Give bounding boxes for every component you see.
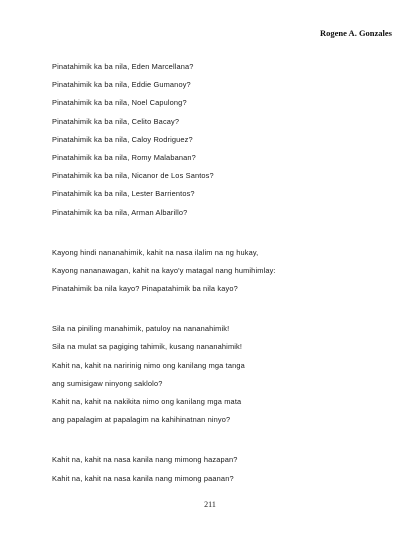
stanza-break bbox=[52, 222, 382, 244]
poem-line: Sila na piniling manahimik, patuloy na nananahimik! bbox=[52, 324, 230, 334]
poem-line: Pinatahimik ka ba nila, Eden Marcellana? bbox=[52, 62, 194, 71]
poem-line: Pinatahimik ka ba nila, Nicanor de Los Santos? bbox=[52, 171, 214, 181]
poem-line: ang sumisigaw ninyong saklolo? bbox=[52, 378, 163, 388]
stanza-2 bbox=[52, 244, 382, 299]
poem-line: Kahit na, kahit na nakikita nimo ong kanilang mga mata bbox=[52, 397, 242, 406]
poem-line: Pinatahimik ka ba nila, Caloy Rodriguez? bbox=[52, 134, 193, 144]
poem-line: Kayong hindi nananahimik, kahit na nasa ilalim na ng hukay, bbox=[52, 247, 259, 257]
stanza-3 bbox=[52, 320, 382, 429]
poem-line: Pinatahimik ka ba nila, Arman Albarillo? bbox=[52, 207, 188, 217]
running-header-author: Rogene A. Gonzales bbox=[319, 28, 392, 38]
stanza-break bbox=[52, 429, 382, 451]
poem-line: Pinatahimik ka ba nila, Noel Capulong? bbox=[52, 98, 187, 108]
page-number: 211 bbox=[204, 500, 216, 509]
poem-line: Kahit na, kahit na nasa kanila nang mimong hazapan? bbox=[52, 455, 238, 465]
stanza-break bbox=[52, 298, 382, 320]
poem-line: Kayong nananawagan, kahit na kayo'y matagal nang humihimlay: bbox=[52, 265, 276, 275]
poem-line: Pinatahimik ka ba nila, Celito Bacay? bbox=[52, 116, 180, 126]
poem-line: Kahit na, kahit na nasa kanila nang mimong paanan? bbox=[52, 473, 234, 483]
poem-line: ang papalagim at papalagim na kahihinatnan ninyo? bbox=[52, 415, 231, 425]
poem-line: Pinatahimik ka ba nila, Eddie Gumanoy? bbox=[52, 80, 191, 90]
stanza-1 bbox=[52, 58, 382, 222]
poem-line: Sila na mulat sa pagiging tahimik, kusang nananahimik! bbox=[52, 342, 243, 352]
poem-line: Pinatahimik ka ba nila, Romy Malabanan? bbox=[52, 152, 196, 162]
stanza-4 bbox=[52, 451, 382, 487]
poem-line: Kahit na, kahit na naririnig nimo ong kanilang mga tanga bbox=[52, 360, 245, 370]
poem-body bbox=[52, 58, 382, 488]
poem-line: Pinatahimik ka ba nila, Lester Barrientos? bbox=[52, 189, 195, 199]
poem-line: Pinatahimik ba nila kayo? Pinapatahimik ba nila kayo? bbox=[52, 284, 238, 294]
